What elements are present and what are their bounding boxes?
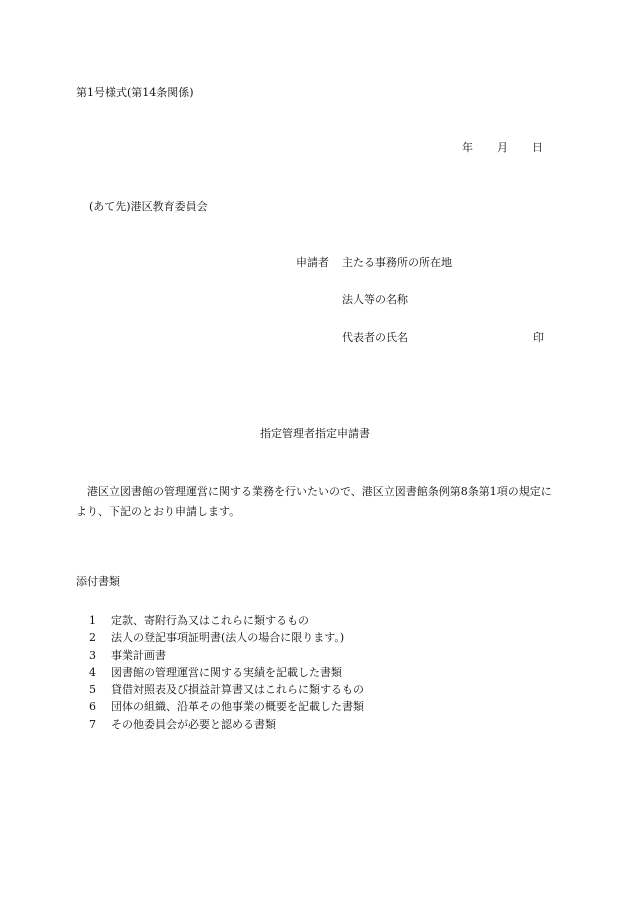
seal-mark: 印 <box>533 331 544 344</box>
applicant-label: 申請者 <box>296 256 329 269</box>
list-item <box>89 629 364 646</box>
attachment-text: その他委員会が必要と認める書類 <box>111 717 276 731</box>
attachments-heading: 添付書類 <box>76 575 120 588</box>
attachment-text: 事業計画書 <box>111 648 166 662</box>
office-address-label: 主たる事務所の所在地 <box>342 256 452 269</box>
date-day: 日 <box>532 141 543 154</box>
attachment-text: 定款、寄附行為又はこれらに類するもの <box>111 614 309 627</box>
attachment-number: 2 <box>89 631 96 645</box>
attachment-list <box>89 612 364 733</box>
attachment-number: 4 <box>89 665 96 679</box>
list-item <box>89 716 364 733</box>
attachment-number: 5 <box>89 683 96 697</box>
attachment-text: 団体の組織、沿革その他事業の概要を記載した書類 <box>111 700 364 714</box>
list-item <box>89 612 364 629</box>
list-item <box>89 664 364 681</box>
representative-name-label: 代表者の氏名 <box>342 331 408 344</box>
attachment-number: 3 <box>89 648 96 662</box>
attachment-number: 7 <box>89 717 96 731</box>
attachment-number: 6 <box>89 700 96 714</box>
addressee: (あて先)港区教育委員会 <box>89 200 208 213</box>
list-item <box>89 647 364 664</box>
date-year: 年 <box>462 141 473 154</box>
body-text: 港区立図書館の管理運営に関する業務を行いたいので、港区立図書館条例第8条第1項の規定により、下記のとおり申請します。 <box>76 485 552 518</box>
form-number: 第1号様式(第14条関係) <box>76 86 194 99</box>
attachment-text: 図書館の管理運営に関する実績を記載した書類 <box>111 665 342 679</box>
corporation-name-label: 法人等の名称 <box>342 293 408 306</box>
date-month: 月 <box>497 141 508 154</box>
document-title: 指定管理者指定申請書 <box>260 427 370 440</box>
attachment-text: 法人の登記事項証明書(法人の場合に限ります。) <box>111 631 345 645</box>
date-line <box>462 141 543 155</box>
list-item <box>89 698 364 715</box>
list-item <box>89 681 364 698</box>
attachment-number: 1 <box>89 614 96 627</box>
attachment-text: 貸借対照表及び損益計算書又はこれらに類するもの <box>111 683 364 697</box>
